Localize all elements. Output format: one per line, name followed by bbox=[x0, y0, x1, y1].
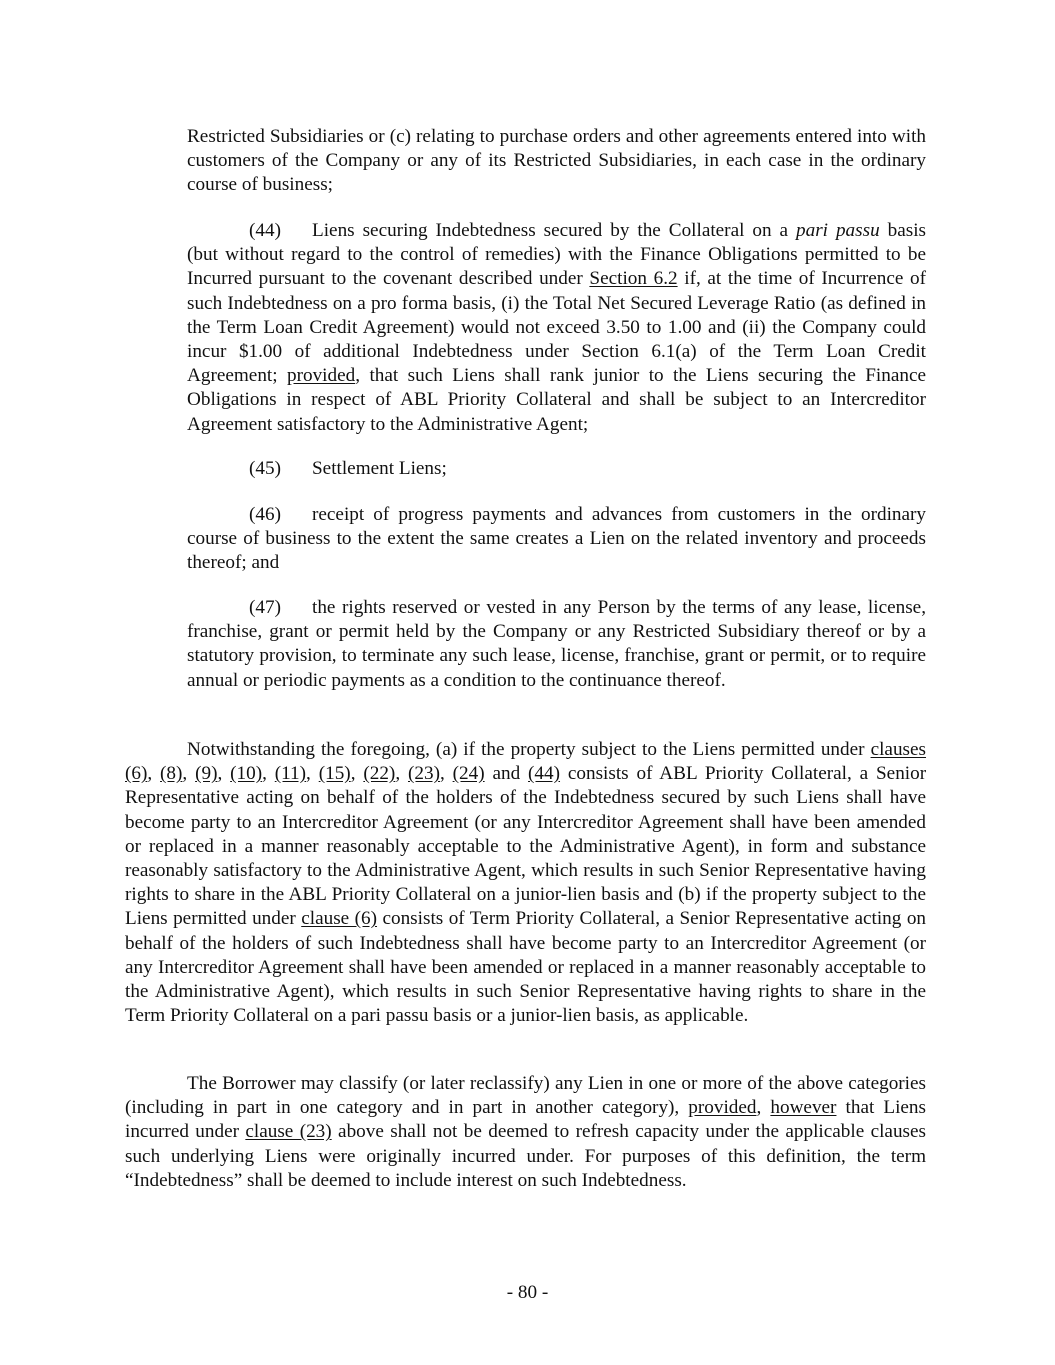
section-reference: Section 6.2 bbox=[589, 268, 678, 290]
clause-reference: (24) bbox=[452, 763, 485, 785]
italic-term: pari passu bbox=[796, 220, 880, 241]
continuation-text: Restricted Subsidiaries or (c) relating to purchase orders and other agreements entered into with customers of the Company or any of its Restricted Subsidiaries, in each case in the ordinary course of business; bbox=[187, 126, 926, 196]
item-number: (44) bbox=[249, 220, 281, 241]
list-item-47 bbox=[187, 596, 926, 693]
item-text: Liens securing Indebtedness secured by the Collateral on a bbox=[312, 220, 796, 241]
clause-reference: (10) bbox=[230, 763, 263, 785]
item-number: (47) bbox=[249, 597, 281, 618]
clause-reference: clause (23) bbox=[245, 1121, 332, 1143]
paragraph-text: , bbox=[756, 1097, 771, 1119]
list-item-44 bbox=[187, 219, 926, 437]
paragraph-text: and bbox=[484, 763, 529, 785]
item-text: if, at the time of Incurrence of such Indebtedness on a pro forma basis, (i) the Total Net Secured Leverage Ratio (as defined in the Term Loan Credit Agreement) would not exceed 3.50 to 1.00 and (ii) the Company could incur $1.00 of additional Indebtedness under Section 6.1(a) of the Term Loan Credit Agreement; bbox=[187, 268, 926, 387]
list-item-45 bbox=[187, 457, 926, 481]
provided-term: provided bbox=[287, 365, 356, 387]
provided-term: provided bbox=[688, 1097, 757, 1119]
item-text: the rights reserved or vested in any Person by the terms of any lease, license, franchise, grant or permit held by the Company or any Restricted Subsidiary thereof or by a statutory provision, to terminate any such lease, license, franchise, grant or permit, or to require annual or periodic payments as a condition to the continuance thereof. bbox=[187, 597, 926, 691]
paragraph-text: consists of Term Priority Collateral, a Senior Representative acting on behalf of the holders of such Indebtedness shall have become party to an Intercreditor Agreement (or any Intercreditor Agreement shall have been amended or replaced in a manner reasonably acceptable to the Administrative Agent), which results in such Senior Representative having rights to share in the Term Priority Collateral on a pari passu basis or a junior-lien basis, as applicable. bbox=[125, 908, 927, 1027]
item-text: basis (but without regard to the control of remedies) with the Finance Obligations permitted to be Incurred pursuant to the covenant described under bbox=[187, 220, 927, 290]
clause-reference: (23) bbox=[408, 763, 440, 785]
paragraph-text: consists of ABL Priority Collateral, a Senior Representative acting on behalf of the holders of the Indebtedness secured by such Liens shall have become party to an Intercreditor Agreement (or any Intercreditor Agreement shall have been amended or replaced in a manner reasonably acceptable to the Administrative Agent), in form and substance reasonably satisfactory to the Administrative Agent, which results in such Senior Representative having rights to share in the ABL Priority Collateral on a junior-lien basis and (b) if the property subject to the Liens permitted under bbox=[125, 763, 927, 930]
clause-reference: (8) bbox=[160, 763, 183, 785]
page-number: - 80 - bbox=[506, 1282, 549, 1303]
paragraph-text: Notwithstanding the foregoing, (a) if the property subject to the Liens permitted under bbox=[187, 739, 871, 760]
paragraph-text: The Borrower may classify (or later reclassify) any Lien in one or more of the above categories (including in part in one category and in part in another category), bbox=[125, 1073, 926, 1119]
clause-reference: (15) bbox=[318, 763, 351, 785]
item-text: , that such Liens shall rank junior to the Liens securing the Finance Obligations in respect of ABL Priority Collateral and shall be subject to an Intercreditor Agreement satisfactory to the Administrative Agent; bbox=[187, 365, 926, 435]
clause-reference: (22) bbox=[363, 763, 396, 785]
item-text: receipt of progress payments and advances from customers in the ordinary course of business to the extent the same creates a Lien on the related inventory and proceeds thereof; and bbox=[187, 504, 926, 574]
clause-reference: (11) bbox=[274, 763, 307, 785]
clause-reference: clauses (6) bbox=[125, 739, 926, 785]
notwithstanding-paragraph: Notwithstanding the foregoing, (a) if the property subject to the Liens permitted under clauses (6), (8), (9), (10), (11), (15), (22), (23), (24) and (44) consists of ABL Priority Collateral, a Senior Representative acting on behalf of the holders of the Indebtedness secured by such Liens shall have become party to an Intercreditor Agreement (or any Intercreditor Agreement shall have been amended or replaced in a manner reasonably acceptable to the Administrative Agent), in form and substance reasonably satisfactory to the Administrative Agent, which results in such Senior Representative having rights to share in the ABL Priority Collateral on a junior-lien basis and (b) if the property subject to the Liens permitted under clause (6) consists of Term Priority Collateral, a Senior Representative acting on behalf of the holders of such Indebtedness shall have become party to an Intercreditor Agreement (or any Intercreditor Agreement shall have been amended or replaced in a manner reasonably acceptable to the Administrative Agent), which results in such Senior Representative having rights to share in the Term Priority Collateral on a pari passu basis or a junior-lien basis, as applicable. bbox=[125, 739, 927, 1027]
item-text: Settlement Liens; bbox=[312, 458, 447, 479]
clause-reference: (44) bbox=[528, 763, 561, 785]
list-item-46 bbox=[187, 503, 926, 576]
continuation-paragraph bbox=[187, 125, 926, 198]
however-term: however bbox=[770, 1097, 837, 1119]
item-number: (45) bbox=[249, 458, 281, 479]
classify-paragraph bbox=[125, 1072, 926, 1193]
clause-reference: (9) bbox=[195, 763, 218, 785]
paragraph-text: above shall not be deemed to refresh capacity under the applicable clauses such underlying Liens were originally incurred under. For purposes of this definition, the term “Indebtedness” shall be deemed to include interest on such Indebtedness. bbox=[125, 1121, 926, 1191]
item-number: (46) bbox=[249, 504, 281, 525]
clause-reference: clause (6) bbox=[301, 908, 378, 930]
paragraph-text: that Liens incurred under bbox=[125, 1097, 926, 1143]
